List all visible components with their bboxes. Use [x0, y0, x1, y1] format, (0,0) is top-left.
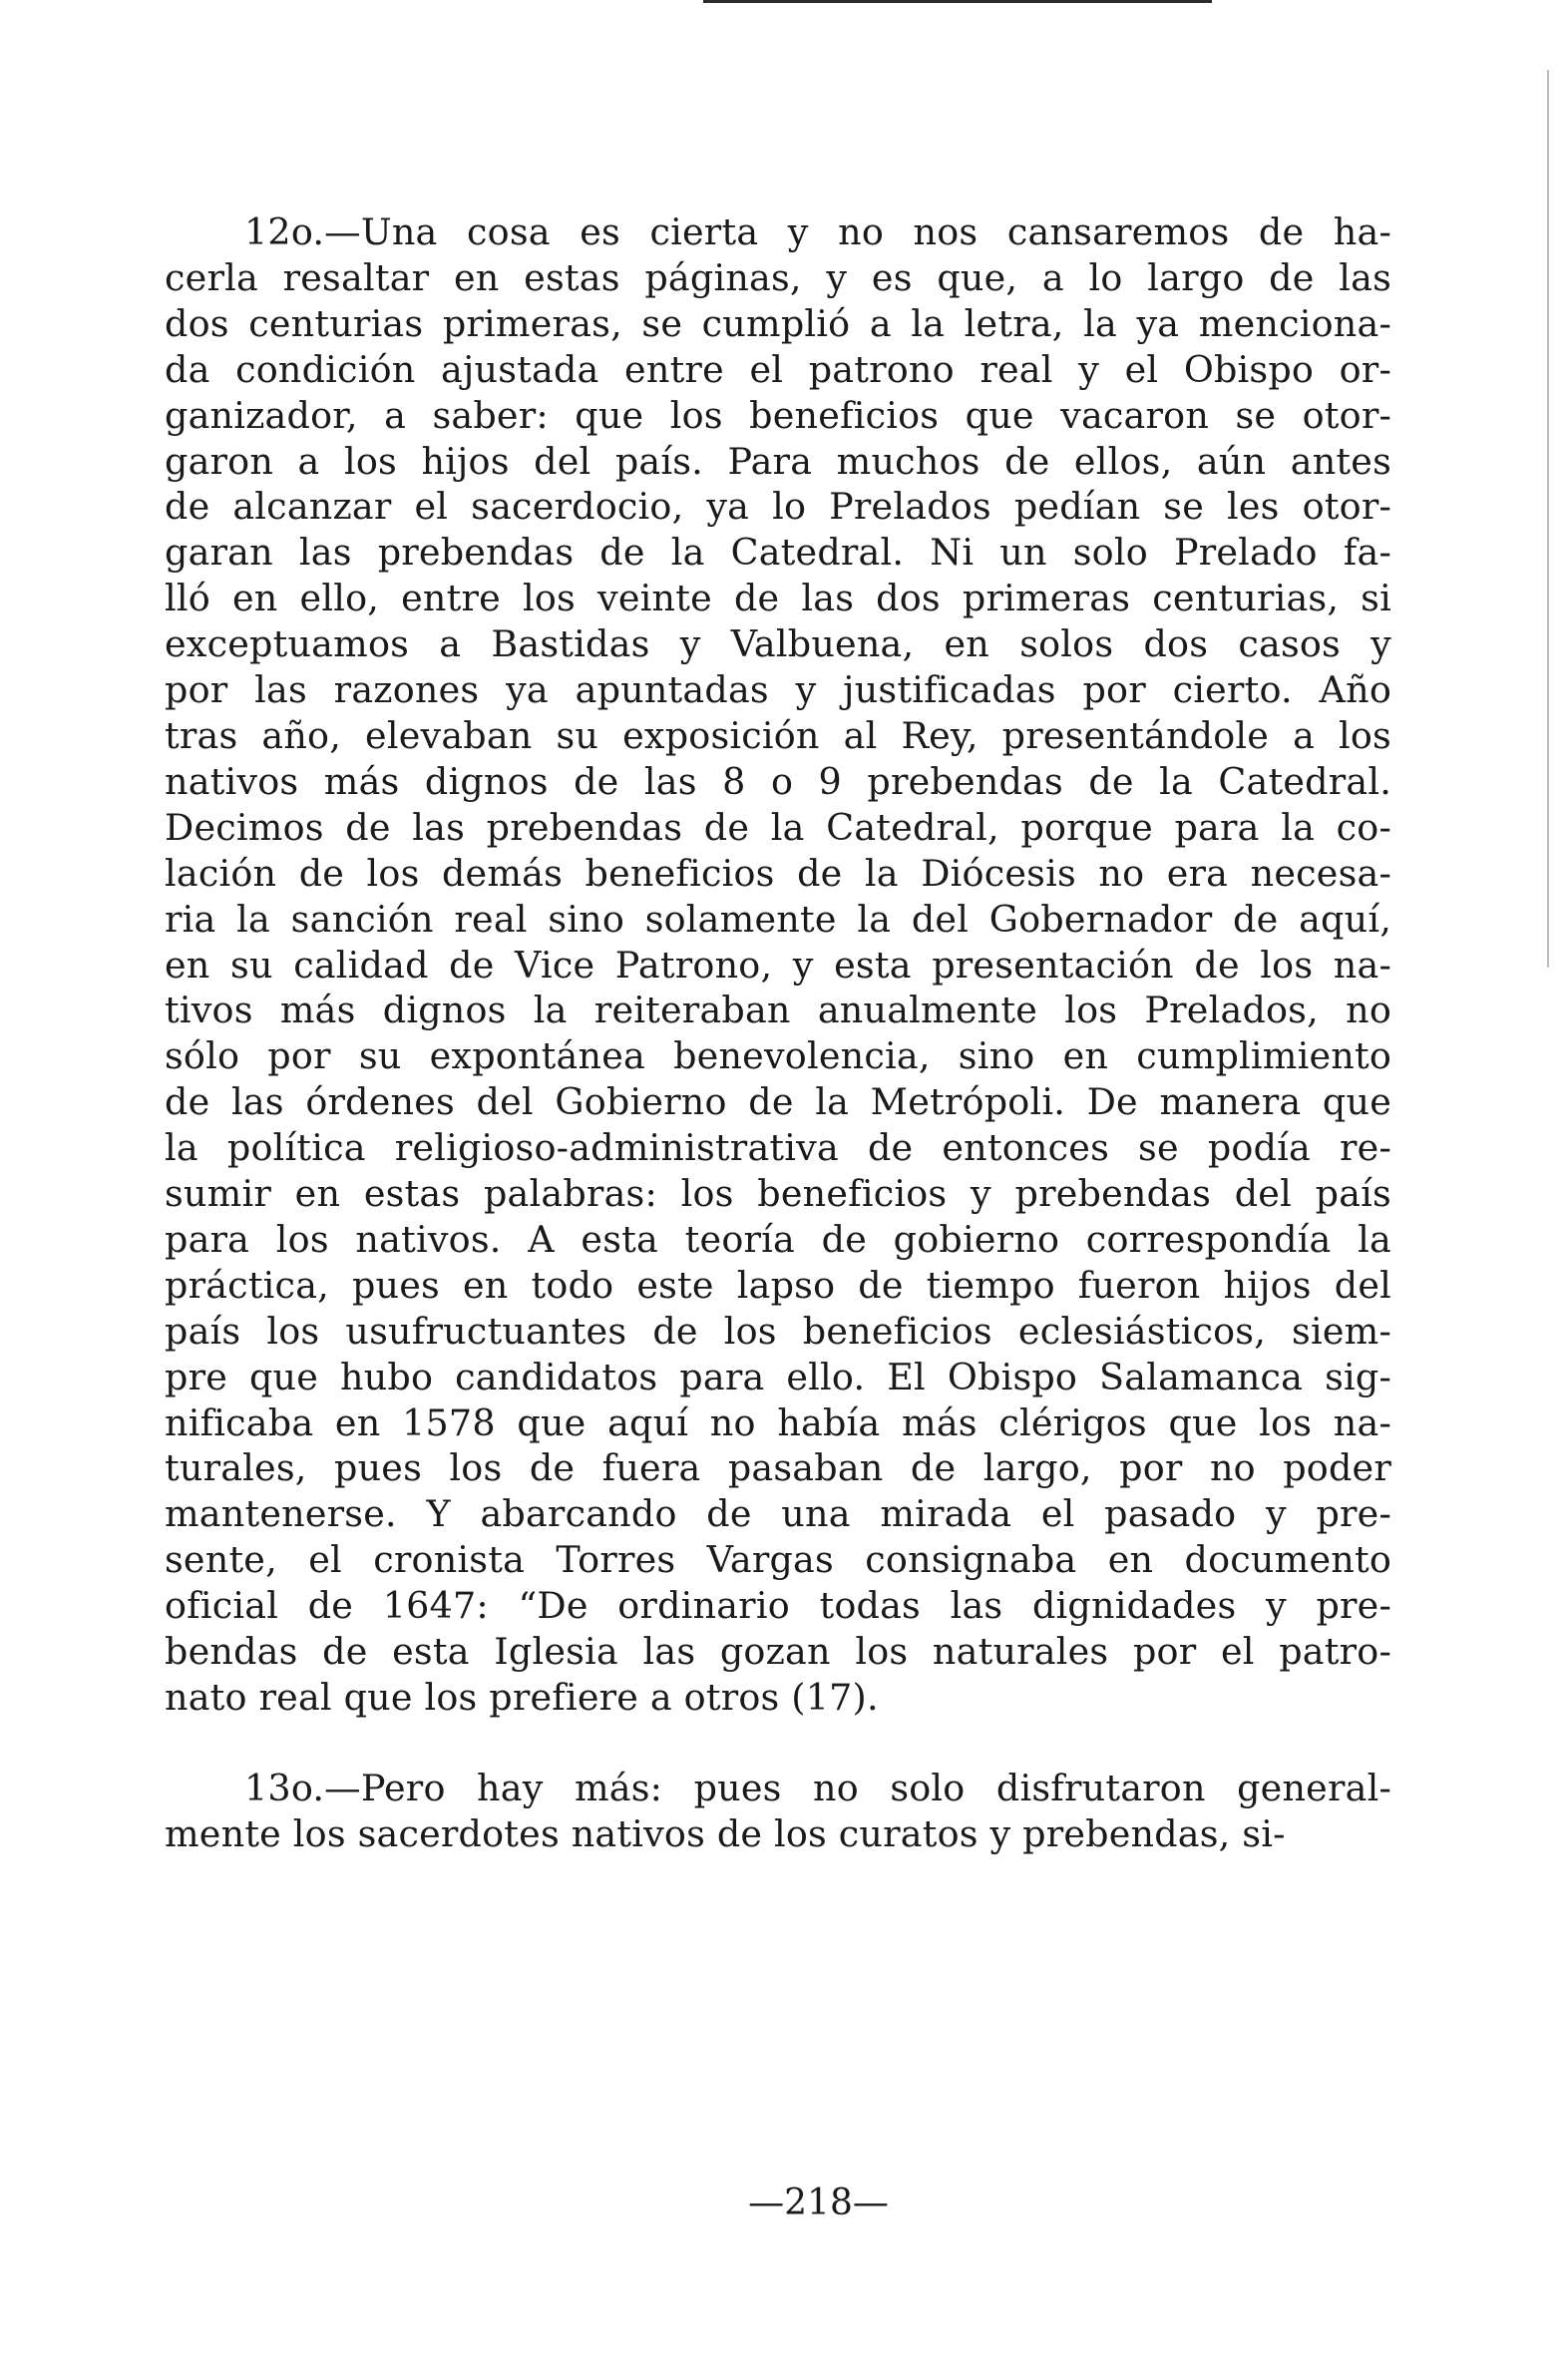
text-line: en su calidad de Vice Patrono, y esta presentación de los na- [165, 943, 1391, 987]
text-line: de las órdenes del Gobierno de la Metrópoli. De manera que [165, 1080, 1391, 1124]
page-body [165, 209, 1391, 1857]
text-line: para los nativos. A esta teoría de gobierno correspondía la [165, 1217, 1391, 1261]
text-line: ria la sanción real sino solamente la del Gobernador de aquí, [165, 897, 1391, 941]
text-line: sente, el cronista Torres Vargas consignaba en documento [165, 1538, 1391, 1582]
text-line: 13o.—Pero hay más: pues no solo disfrutaron general- [244, 1766, 1391, 1809]
text-line: exceptuamos a Bastidas y Valbuena, en solos dos casos y [165, 622, 1391, 666]
paragraph-12 [165, 209, 1391, 1721]
page-edge [1547, 70, 1549, 968]
top-rule [703, 0, 1212, 3]
text-line: da condición ajustada entre el patrono real y el Obispo or- [165, 347, 1391, 391]
text-line: oficial de 1647: “De ordinario todas las dignidades y pre- [165, 1584, 1391, 1628]
text-line: ganizador, a saber: que los beneficios que vacaron se otor- [165, 393, 1391, 437]
text-line: de alcanzar el sacerdocio, ya lo Prelados pedían se les otor- [165, 485, 1391, 529]
text-line: sólo por su expontánea benevolencia, sino en cumplimiento [165, 1034, 1391, 1078]
text-line: turales, pues los de fuera pasaban de largo, por no poder [165, 1446, 1391, 1490]
text-line: nativos más dignos de las 8 o 9 prebendas de la Catedral. [165, 759, 1391, 803]
text-line: garan las prebendas de la Catedral. Ni un solo Prelado fa- [165, 531, 1391, 575]
text-line: lló en ello, entre los veinte de las dos primeras centurias, si [165, 577, 1391, 620]
text-line: bendas de esta Iglesia las gozan los naturales por el patro- [165, 1630, 1391, 1674]
page-number [0, 2182, 1567, 2223]
text-line: tivos más dignos la reiteraban anualmente los Prelados, no [165, 989, 1391, 1032]
text-line: cerla resaltar en estas páginas, y es que, a lo largo de las [165, 255, 1391, 299]
page-number-text: —218— [748, 2182, 889, 2223]
text-line: nificaba en 1578 que aquí no había más clérigos que los na- [165, 1400, 1391, 1444]
text-line: tras año, elevaban su exposición al Rey, presentándole a los [165, 713, 1391, 757]
text-line: país los usufructuantes de los beneficios eclesiásticos, siem- [165, 1309, 1391, 1353]
paragraph-13 [165, 1766, 1391, 1857]
text-line: 12o.—Una cosa es cierta y no nos cansaremos de ha- [244, 210, 1391, 253]
text-line: mantenerse. Y abarcando de una mirada el pasado y pre- [165, 1492, 1391, 1536]
text-line: la política religioso-administrativa de entonces se podía re- [165, 1126, 1391, 1170]
text-line: Decimos de las prebendas de la Catedral, porque para la co- [165, 805, 1391, 849]
text-line: por las razones ya apuntadas y justificadas por cierto. Año [165, 668, 1391, 712]
text-line: garon a los hijos del país. Para muchos de ellos, aún antes [165, 439, 1391, 483]
text-line: dos centurias primeras, se cumplió a la letra, la ya menciona- [165, 301, 1391, 345]
text-line: sumir en estas palabras: los beneficios y prebendas del país [165, 1172, 1391, 1216]
paragraph-gap [165, 1721, 1391, 1766]
text-line: lación de los demás beneficios de la Diócesis no era necesa- [165, 851, 1391, 895]
text-line: mente los sacerdotes nativos de los curatos y prebendas, si- [165, 1811, 1286, 1855]
text-line: práctica, pues en todo este lapso de tiempo fueron hijos del [165, 1263, 1391, 1307]
text-line: pre que hubo candidatos para ello. El Obispo Salamanca sig- [165, 1355, 1391, 1398]
text-line: nato real que los prefiere a otros (17). [165, 1676, 879, 1719]
